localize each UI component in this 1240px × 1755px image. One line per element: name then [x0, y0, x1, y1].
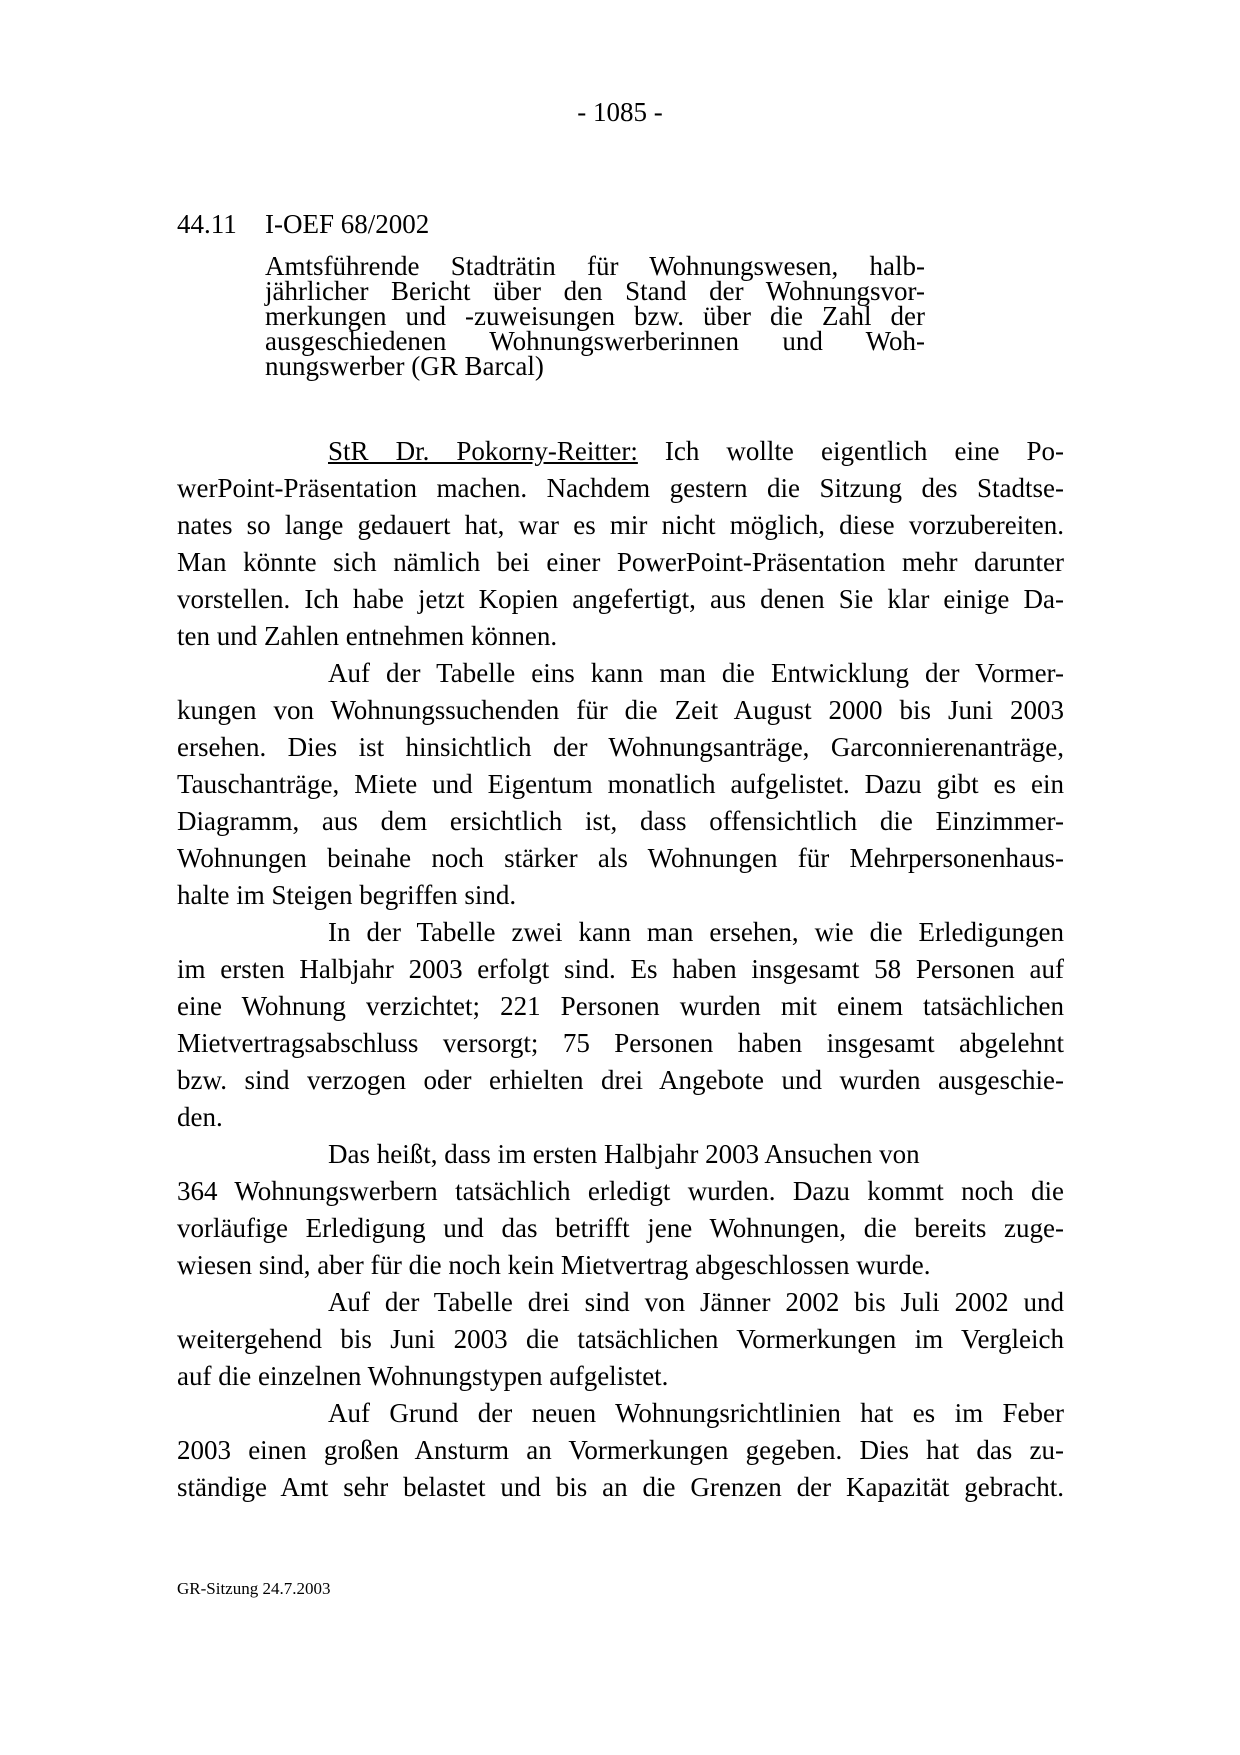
- text-line: kungen von Wohnungssuchenden für die Zeit August 2000 bis Juni 2003: [177, 695, 1064, 725]
- text-line: 364 Wohnungswerbern tatsächlich erledigt wurden. Dazu kommt noch die: [177, 1176, 1064, 1206]
- agenda-item-header: [177, 208, 429, 240]
- text-line: Auf der Tabelle eins kann man die Entwicklung der Vormer-: [328, 658, 1064, 688]
- speech-opening: Ich wollte eigentlich eine Po-: [637, 436, 1065, 466]
- footer-session-date: GR-Sitzung 24.7.2003: [177, 1579, 331, 1598]
- text-line: ständige Amt sehr belastet und bis an die Grenzen der Kapazität gebracht.: [177, 1472, 1064, 1502]
- text-line: den.: [177, 1102, 223, 1132]
- text-line: [177, 433, 1064, 470]
- description-line: jährlicher Bericht über den Stand der Wohnungsvor-: [265, 276, 925, 306]
- text-line: Wohnungen beinahe noch stärker als Wohnungen für Mehrpersonenhaus-: [177, 843, 1064, 873]
- agenda-item-code: I-OEF 68/2002: [265, 209, 430, 239]
- speaker-name: StR Dr. Pokorny-Reitter:: [328, 436, 638, 466]
- paragraph: [177, 914, 1064, 1136]
- text-line: Auf der Tabelle drei sind von Jänner 2002 bis Juli 2002 und: [328, 1287, 1064, 1317]
- paragraph: [177, 1284, 1064, 1395]
- text-line: nates so lange gedauert hat, war es mir nicht möglich, diese vorzubereiten.: [177, 510, 1064, 540]
- text-line: bzw. sind verzogen oder erhielten drei Angebote und wurden ausgeschie-: [177, 1065, 1064, 1095]
- text-line: wiesen sind, aber für die noch kein Mietvertrag abgeschlossen wurde.: [177, 1250, 931, 1280]
- text-line: Das heißt, dass im ersten Halbjahr 2003 Ansuchen von: [328, 1139, 920, 1169]
- page-number: - 1085 -: [577, 97, 663, 127]
- text-line: Auf Grund der neuen Wohnungsrichtlinien hat es im Feber: [328, 1398, 1064, 1428]
- text-line: vorläufige Erledigung und das betrifft jene Wohnungen, die bereits zuge-: [177, 1213, 1064, 1243]
- text-line: weitergehend bis Juni 2003 die tatsächlichen Vormerkungen im Vergleich: [177, 1324, 1064, 1354]
- text-line: vorstellen. Ich habe jetzt Kopien angefertigt, aus denen Sie klar einige Da-: [177, 584, 1064, 614]
- description-line: ausgeschiedenen Wohnungswerberinnen und Woh-: [265, 326, 925, 356]
- text-line: auf die einzelnen Wohnungstypen aufgelistet.: [177, 1361, 669, 1391]
- paragraph: [177, 1395, 1064, 1506]
- text-line: Man könnte sich nämlich bei einer PowerPoint-Präsentation mehr darunter: [177, 547, 1064, 577]
- text-line: Mietvertragsabschluss versorgt; 75 Personen haben insgesamt abgelehnt: [177, 1028, 1064, 1058]
- description-line: Amtsführende Stadträtin für Wohnungswesen, halb-: [265, 251, 925, 281]
- text-line: 2003 einen großen Ansturm an Vormerkungen gegeben. Dies hat das zu-: [177, 1435, 1064, 1465]
- text-line: halte im Steigen begriffen sind.: [177, 880, 517, 910]
- text-line: eine Wohnung verzichtet; 221 Personen wurden mit einem tatsächlichen: [177, 991, 1064, 1021]
- text-line: ten und Zahlen entnehmen können.: [177, 621, 558, 651]
- paragraph: [177, 1136, 1064, 1284]
- paragraph: [177, 655, 1064, 914]
- paragraph: [177, 433, 1064, 655]
- description-line: merkungen und -zuweisungen bzw. über die Zahl der: [265, 301, 925, 331]
- text-line: ersehen. Dies ist hinsichtlich der Wohnungsanträge, Garconnierenanträge,: [177, 732, 1064, 762]
- text-line: Diagramm, aus dem ersichtlich ist, dass offensichtlich die Einzimmer-: [177, 806, 1064, 836]
- text-line: Tauschanträge, Miete und Eigentum monatlich aufgelistet. Dazu gibt es ein: [177, 769, 1064, 799]
- text-line: werPoint-Präsentation machen. Nachdem gestern die Sitzung des Stadtse-: [177, 473, 1064, 503]
- text-line: im ersten Halbjahr 2003 erfolgt sind. Es haben insgesamt 58 Personen auf: [177, 954, 1064, 984]
- speech-body: [177, 433, 1064, 1506]
- text-line: In der Tabelle zwei kann man ersehen, wie die Erledigungen: [328, 917, 1064, 947]
- agenda-item-number: 44.11: [177, 209, 237, 239]
- description-line: nungswerber (GR Barcal): [265, 351, 544, 381]
- agenda-item-description: [265, 251, 925, 381]
